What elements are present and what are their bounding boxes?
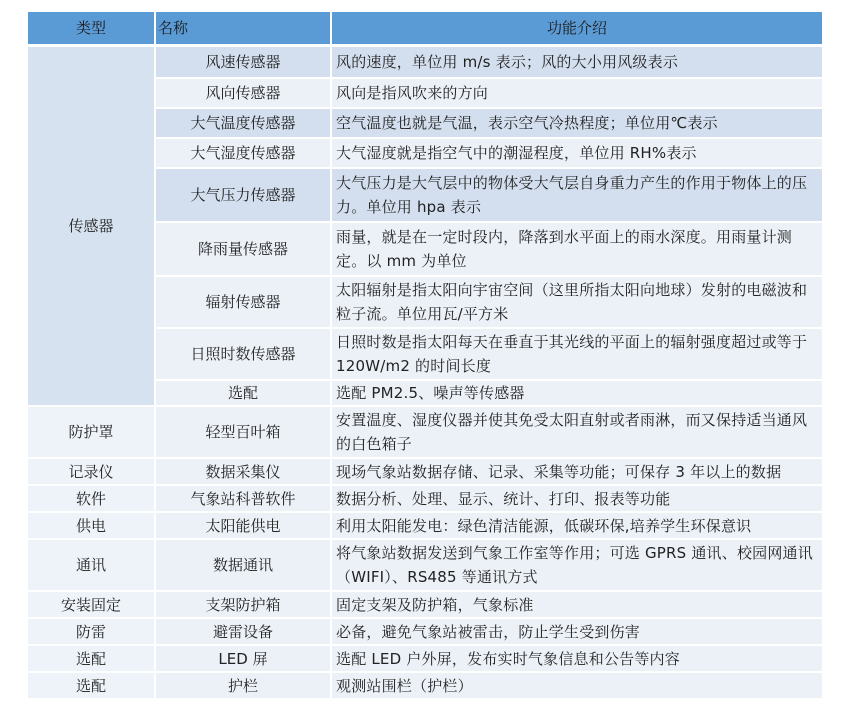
name-cell: LED 屏 xyxy=(156,646,332,673)
desc-cell: 利用太阳能发电：绿色清洁能源，低碳环保,培养学生环保意识 xyxy=(332,513,824,540)
desc-cell: 固定支架及防护箱，气象标准 xyxy=(332,592,824,619)
name-cell: 气象站科普软件 xyxy=(156,486,332,513)
desc-cell: 现场气象站数据存储、记录、采集等功能；可保存 3 年以上的数据 xyxy=(332,459,824,486)
desc-cell: 雨量，就是在一定时段内，降落到水平面上的雨水深度。用雨量计测定。以 mm 为单位 xyxy=(332,223,824,277)
desc-cell: 风向是指风吹来的方向 xyxy=(332,79,824,109)
name-cell: 风向传感器 xyxy=(156,79,332,109)
table-row xyxy=(28,540,824,592)
name-cell: 降雨量传感器 xyxy=(156,223,332,277)
table-row xyxy=(28,646,824,673)
table-row xyxy=(28,486,824,513)
header-desc: 功能介绍 xyxy=(332,12,824,47)
name-cell: 大气湿度传感器 xyxy=(156,139,332,169)
name-cell: 选配 xyxy=(156,381,332,407)
type-cell: 安装固定 xyxy=(28,592,156,619)
name-cell: 太阳能供电 xyxy=(156,513,332,540)
type-cell: 选配 xyxy=(28,673,156,700)
table-row xyxy=(28,673,824,700)
table-row xyxy=(28,592,824,619)
desc-cell: 选配 PM2.5、噪声等传感器 xyxy=(332,381,824,407)
type-cell: 防雷 xyxy=(28,619,156,646)
desc-cell: 大气压力是大气层中的物体受大气层自身重力产生的作用于物体上的压力。单位用 hpa 表示 xyxy=(332,169,824,223)
desc-cell: 数据分析、处理、显示、统计、打印、报表等功能 xyxy=(332,486,824,513)
desc-cell: 太阳辐射是指太阳向宇宙空间（这里所指太阳向地球）发射的电磁波和粒子流。单位用瓦/平方米 xyxy=(332,277,824,329)
type-cell: 传感器 xyxy=(28,47,156,407)
name-cell: 大气压力传感器 xyxy=(156,169,332,223)
type-cell: 软件 xyxy=(28,486,156,513)
desc-cell: 观测站围栏（护栏） xyxy=(332,673,824,700)
header-row xyxy=(28,12,824,47)
name-cell: 大气温度传感器 xyxy=(156,109,332,139)
type-cell: 防护罩 xyxy=(28,407,156,459)
type-cell: 通讯 xyxy=(28,540,156,592)
table-row xyxy=(28,459,824,486)
name-cell: 护栏 xyxy=(156,673,332,700)
type-cell: 供电 xyxy=(28,513,156,540)
name-cell: 避雷设备 xyxy=(156,619,332,646)
desc-cell: 空气温度也就是气温，表示空气冷热程度；单位用℃表示 xyxy=(332,109,824,139)
name-cell: 辐射传感器 xyxy=(156,277,332,329)
desc-cell: 大气湿度就是指空气中的潮湿程度，单位用 RH%表示 xyxy=(332,139,824,169)
name-cell: 日照时数传感器 xyxy=(156,329,332,381)
desc-cell: 选配 LED 户外屏，发布实时气象信息和公告等内容 xyxy=(332,646,824,673)
desc-cell: 安置温度、湿度仪器并使其免受太阳直射或者雨淋，而又保持适当通风的白色箱子 xyxy=(332,407,824,459)
spec-table xyxy=(28,12,824,700)
table-row xyxy=(28,47,824,79)
desc-cell: 必备，避免气象站被雷击，防止学生受到伤害 xyxy=(332,619,824,646)
table-row xyxy=(28,619,824,646)
name-cell: 支架防护箱 xyxy=(156,592,332,619)
header-name: 名称 xyxy=(156,12,332,47)
name-cell: 风速传感器 xyxy=(156,47,332,79)
type-cell: 选配 xyxy=(28,646,156,673)
desc-cell: 风的速度，单位用 m/s 表示；风的大小用风级表示 xyxy=(332,47,824,79)
desc-cell: 将气象站数据发送到气象工作室等作用；可选 GPRS 通讯、校园网通讯（WIFI）、RS485 等通讯方式 xyxy=(332,540,824,592)
name-cell: 轻型百叶箱 xyxy=(156,407,332,459)
table-row xyxy=(28,513,824,540)
header-type: 类型 xyxy=(28,12,156,47)
desc-cell: 日照时数是指太阳每天在垂直于其光线的平面上的辐射强度超过或等于 120W/m2 的时间长度 xyxy=(332,329,824,381)
type-cell: 记录仪 xyxy=(28,459,156,486)
name-cell: 数据采集仪 xyxy=(156,459,332,486)
table-row xyxy=(28,407,824,459)
name-cell: 数据通讯 xyxy=(156,540,332,592)
